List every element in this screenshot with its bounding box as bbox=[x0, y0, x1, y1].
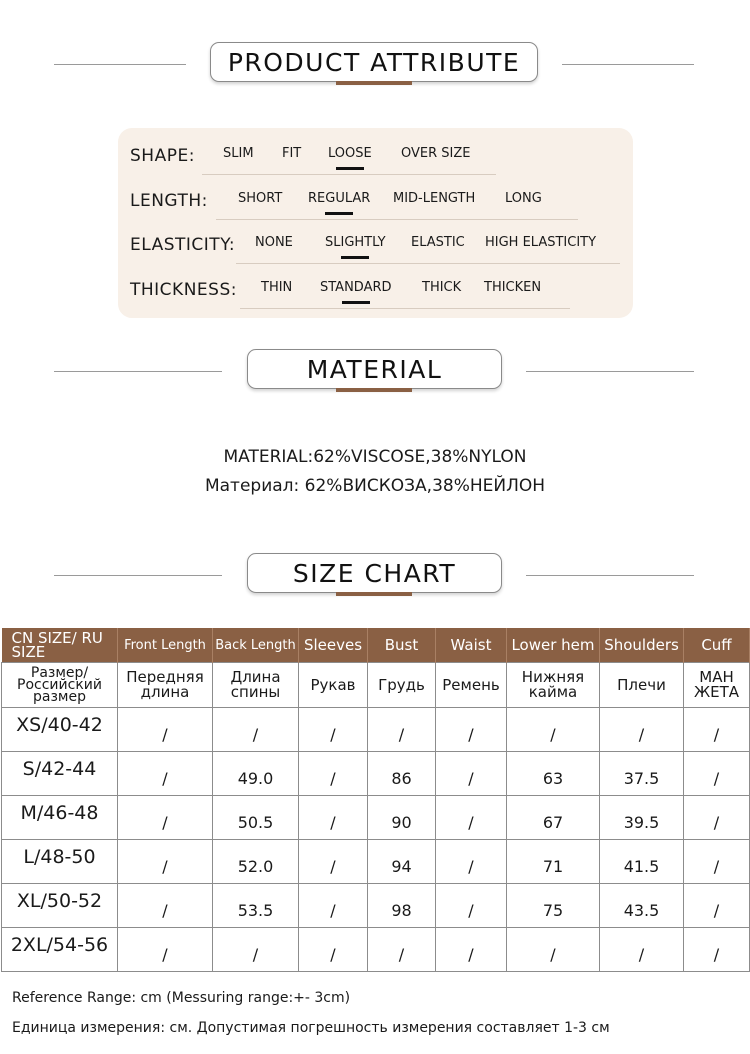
table-cell: / bbox=[684, 884, 750, 928]
table-cell: 71 bbox=[507, 840, 600, 884]
attr-option-selected: SLIGHTLY bbox=[325, 235, 386, 250]
table-cell: / bbox=[299, 752, 368, 796]
attr-row-rule bbox=[202, 174, 496, 175]
header-rule-left bbox=[54, 371, 222, 372]
column-header: Sleeves bbox=[299, 628, 368, 663]
table-cell: / bbox=[299, 884, 368, 928]
attr-option: SLIM bbox=[223, 146, 254, 161]
selected-underline bbox=[341, 256, 369, 259]
attr-option-selected: REGULAR bbox=[308, 191, 370, 206]
table-row bbox=[2, 884, 750, 928]
table-cell: 86 bbox=[368, 752, 436, 796]
attr-row-rule bbox=[236, 263, 620, 264]
table-cell: / bbox=[299, 796, 368, 840]
material-text-en: MATERIAL:62%VISCOSE,38%NYLON bbox=[223, 447, 527, 467]
table-cell: / bbox=[118, 928, 213, 972]
header-rule-left bbox=[54, 64, 186, 65]
table-row bbox=[2, 752, 750, 796]
table-cell: / bbox=[684, 928, 750, 972]
table-cell: / bbox=[213, 708, 299, 752]
table-cell: / bbox=[600, 928, 684, 972]
attr-option: NONE bbox=[255, 235, 293, 250]
size-cell: XL/50-52 bbox=[2, 884, 118, 928]
attr-option: LONG bbox=[505, 191, 542, 206]
column-header-ru: Ремень bbox=[436, 663, 507, 708]
column-header: Lower hem bbox=[507, 628, 600, 663]
size-cell: M/46-48 bbox=[2, 796, 118, 840]
table-cell: 94 bbox=[368, 840, 436, 884]
section-title-material: MATERIAL bbox=[247, 349, 502, 389]
header-accent-bar bbox=[336, 592, 412, 596]
column-header-ru: МАН ЖЕТА bbox=[684, 663, 750, 708]
attr-option: MID-LENGTH bbox=[393, 191, 476, 206]
table-row bbox=[2, 796, 750, 840]
selected-underline bbox=[336, 167, 364, 170]
attr-label: THICKNESS: bbox=[130, 280, 237, 300]
table-header-en bbox=[2, 628, 750, 663]
attr-option: THICK bbox=[422, 280, 462, 295]
table-cell: / bbox=[299, 928, 368, 972]
size-cell: S/42-44 bbox=[2, 752, 118, 796]
table-cell: 98 bbox=[368, 884, 436, 928]
table-cell: / bbox=[684, 796, 750, 840]
attr-option: THICKEN bbox=[484, 280, 542, 295]
table-cell: / bbox=[118, 796, 213, 840]
column-header: Waist bbox=[436, 628, 507, 663]
reference-note-ru: Единица измерения: см. Допустимая погрешность измерения составляет 1-3 см bbox=[12, 1020, 610, 1036]
selected-underline bbox=[342, 301, 370, 304]
table-header-ru bbox=[2, 663, 750, 708]
column-header-ru: Передняя длина bbox=[118, 663, 213, 708]
table-cell: / bbox=[507, 708, 600, 752]
material-text-ru: Материал: 62%ВИСКОЗА,38%НЕЙЛОН bbox=[204, 476, 546, 496]
table-cell: / bbox=[118, 840, 213, 884]
table-cell: 53.5 bbox=[213, 884, 299, 928]
header-rule-right bbox=[526, 371, 694, 372]
attr-option-selected: LOOSE bbox=[328, 146, 372, 161]
header-rule-right bbox=[526, 575, 694, 576]
table-cell: 43.5 bbox=[600, 884, 684, 928]
table-cell: 75 bbox=[507, 884, 600, 928]
table-row bbox=[2, 840, 750, 884]
table-cell: / bbox=[436, 752, 507, 796]
size-cell: XS/40-42 bbox=[2, 708, 118, 752]
attr-option: HIGH ELASTICITY bbox=[485, 235, 597, 250]
table-cell: / bbox=[436, 884, 507, 928]
table-cell: / bbox=[507, 928, 600, 972]
table-cell: 39.5 bbox=[600, 796, 684, 840]
table-cell: 37.5 bbox=[600, 752, 684, 796]
table-row bbox=[2, 708, 750, 752]
header-accent-bar bbox=[336, 81, 412, 85]
size-cell: 2XL/54-56 bbox=[2, 928, 118, 972]
section-title-size-chart: SIZE CHART bbox=[247, 553, 502, 593]
table-cell: / bbox=[600, 708, 684, 752]
table-cell: / bbox=[436, 708, 507, 752]
column-header-ru: Рукав bbox=[299, 663, 368, 708]
section-title-attribute: PRODUCT ATTRIBUTE bbox=[210, 42, 538, 82]
size-chart-header bbox=[0, 553, 750, 601]
table-cell: / bbox=[299, 840, 368, 884]
attr-row-rule bbox=[216, 219, 578, 220]
table-cell: / bbox=[118, 884, 213, 928]
table-cell: / bbox=[118, 708, 213, 752]
table-cell: / bbox=[118, 752, 213, 796]
material-header bbox=[0, 349, 750, 397]
attr-option: THIN bbox=[261, 280, 293, 295]
table-cell: / bbox=[299, 708, 368, 752]
attr-option: OVER SIZE bbox=[401, 146, 471, 161]
attr-option: ELASTIC bbox=[411, 235, 465, 250]
attr-row-rule bbox=[240, 308, 570, 309]
product-attribute-header bbox=[0, 42, 750, 90]
attr-option: FIT bbox=[282, 146, 302, 161]
table-cell: / bbox=[436, 796, 507, 840]
attribute-panel bbox=[118, 128, 633, 318]
size-table bbox=[1, 628, 750, 972]
header-accent-bar bbox=[336, 388, 412, 392]
column-header: Bust bbox=[368, 628, 436, 663]
table-cell: / bbox=[684, 708, 750, 752]
column-header-ru: Грудь bbox=[368, 663, 436, 708]
table-row bbox=[2, 928, 750, 972]
table-cell: 49.0 bbox=[213, 752, 299, 796]
table-cell: 50.5 bbox=[213, 796, 299, 840]
table-cell: 63 bbox=[507, 752, 600, 796]
column-header-ru: Длина спины bbox=[213, 663, 299, 708]
column-header: Back Length bbox=[213, 628, 299, 663]
table-cell: 90 bbox=[368, 796, 436, 840]
column-header-ru: Плечи bbox=[600, 663, 684, 708]
column-header: Cuff bbox=[684, 628, 750, 663]
table-cell: 67 bbox=[507, 796, 600, 840]
attr-option: SHORT bbox=[238, 191, 283, 206]
header-rule-left bbox=[54, 575, 222, 576]
attr-option-selected: STANDARD bbox=[320, 280, 392, 295]
table-cell: / bbox=[436, 928, 507, 972]
attr-label: ELASTICITY: bbox=[130, 235, 236, 255]
column-header: CN SIZE/ RU SIZE bbox=[2, 628, 118, 663]
table-cell: / bbox=[436, 840, 507, 884]
size-cell: L/48-50 bbox=[2, 840, 118, 884]
header-rule-right bbox=[562, 64, 694, 65]
column-header: Shoulders bbox=[600, 628, 684, 663]
reference-note-en: Reference Range: cm (Messuring range:+- 3cm) bbox=[12, 990, 351, 1006]
table-cell: / bbox=[368, 928, 436, 972]
attr-label: LENGTH: bbox=[130, 191, 208, 211]
column-header-ru: Размер/ Российский размер bbox=[2, 663, 118, 708]
attr-label: SHAPE: bbox=[130, 146, 195, 166]
table-cell: 52.0 bbox=[213, 840, 299, 884]
table-cell: / bbox=[684, 752, 750, 796]
column-header-ru: Нижняя кайма bbox=[507, 663, 600, 708]
column-header: Front Length bbox=[118, 628, 213, 663]
table-cell: / bbox=[368, 708, 436, 752]
table-cell: / bbox=[213, 928, 299, 972]
table-cell: / bbox=[684, 840, 750, 884]
selected-underline bbox=[325, 212, 353, 215]
table-cell: 41.5 bbox=[600, 840, 684, 884]
